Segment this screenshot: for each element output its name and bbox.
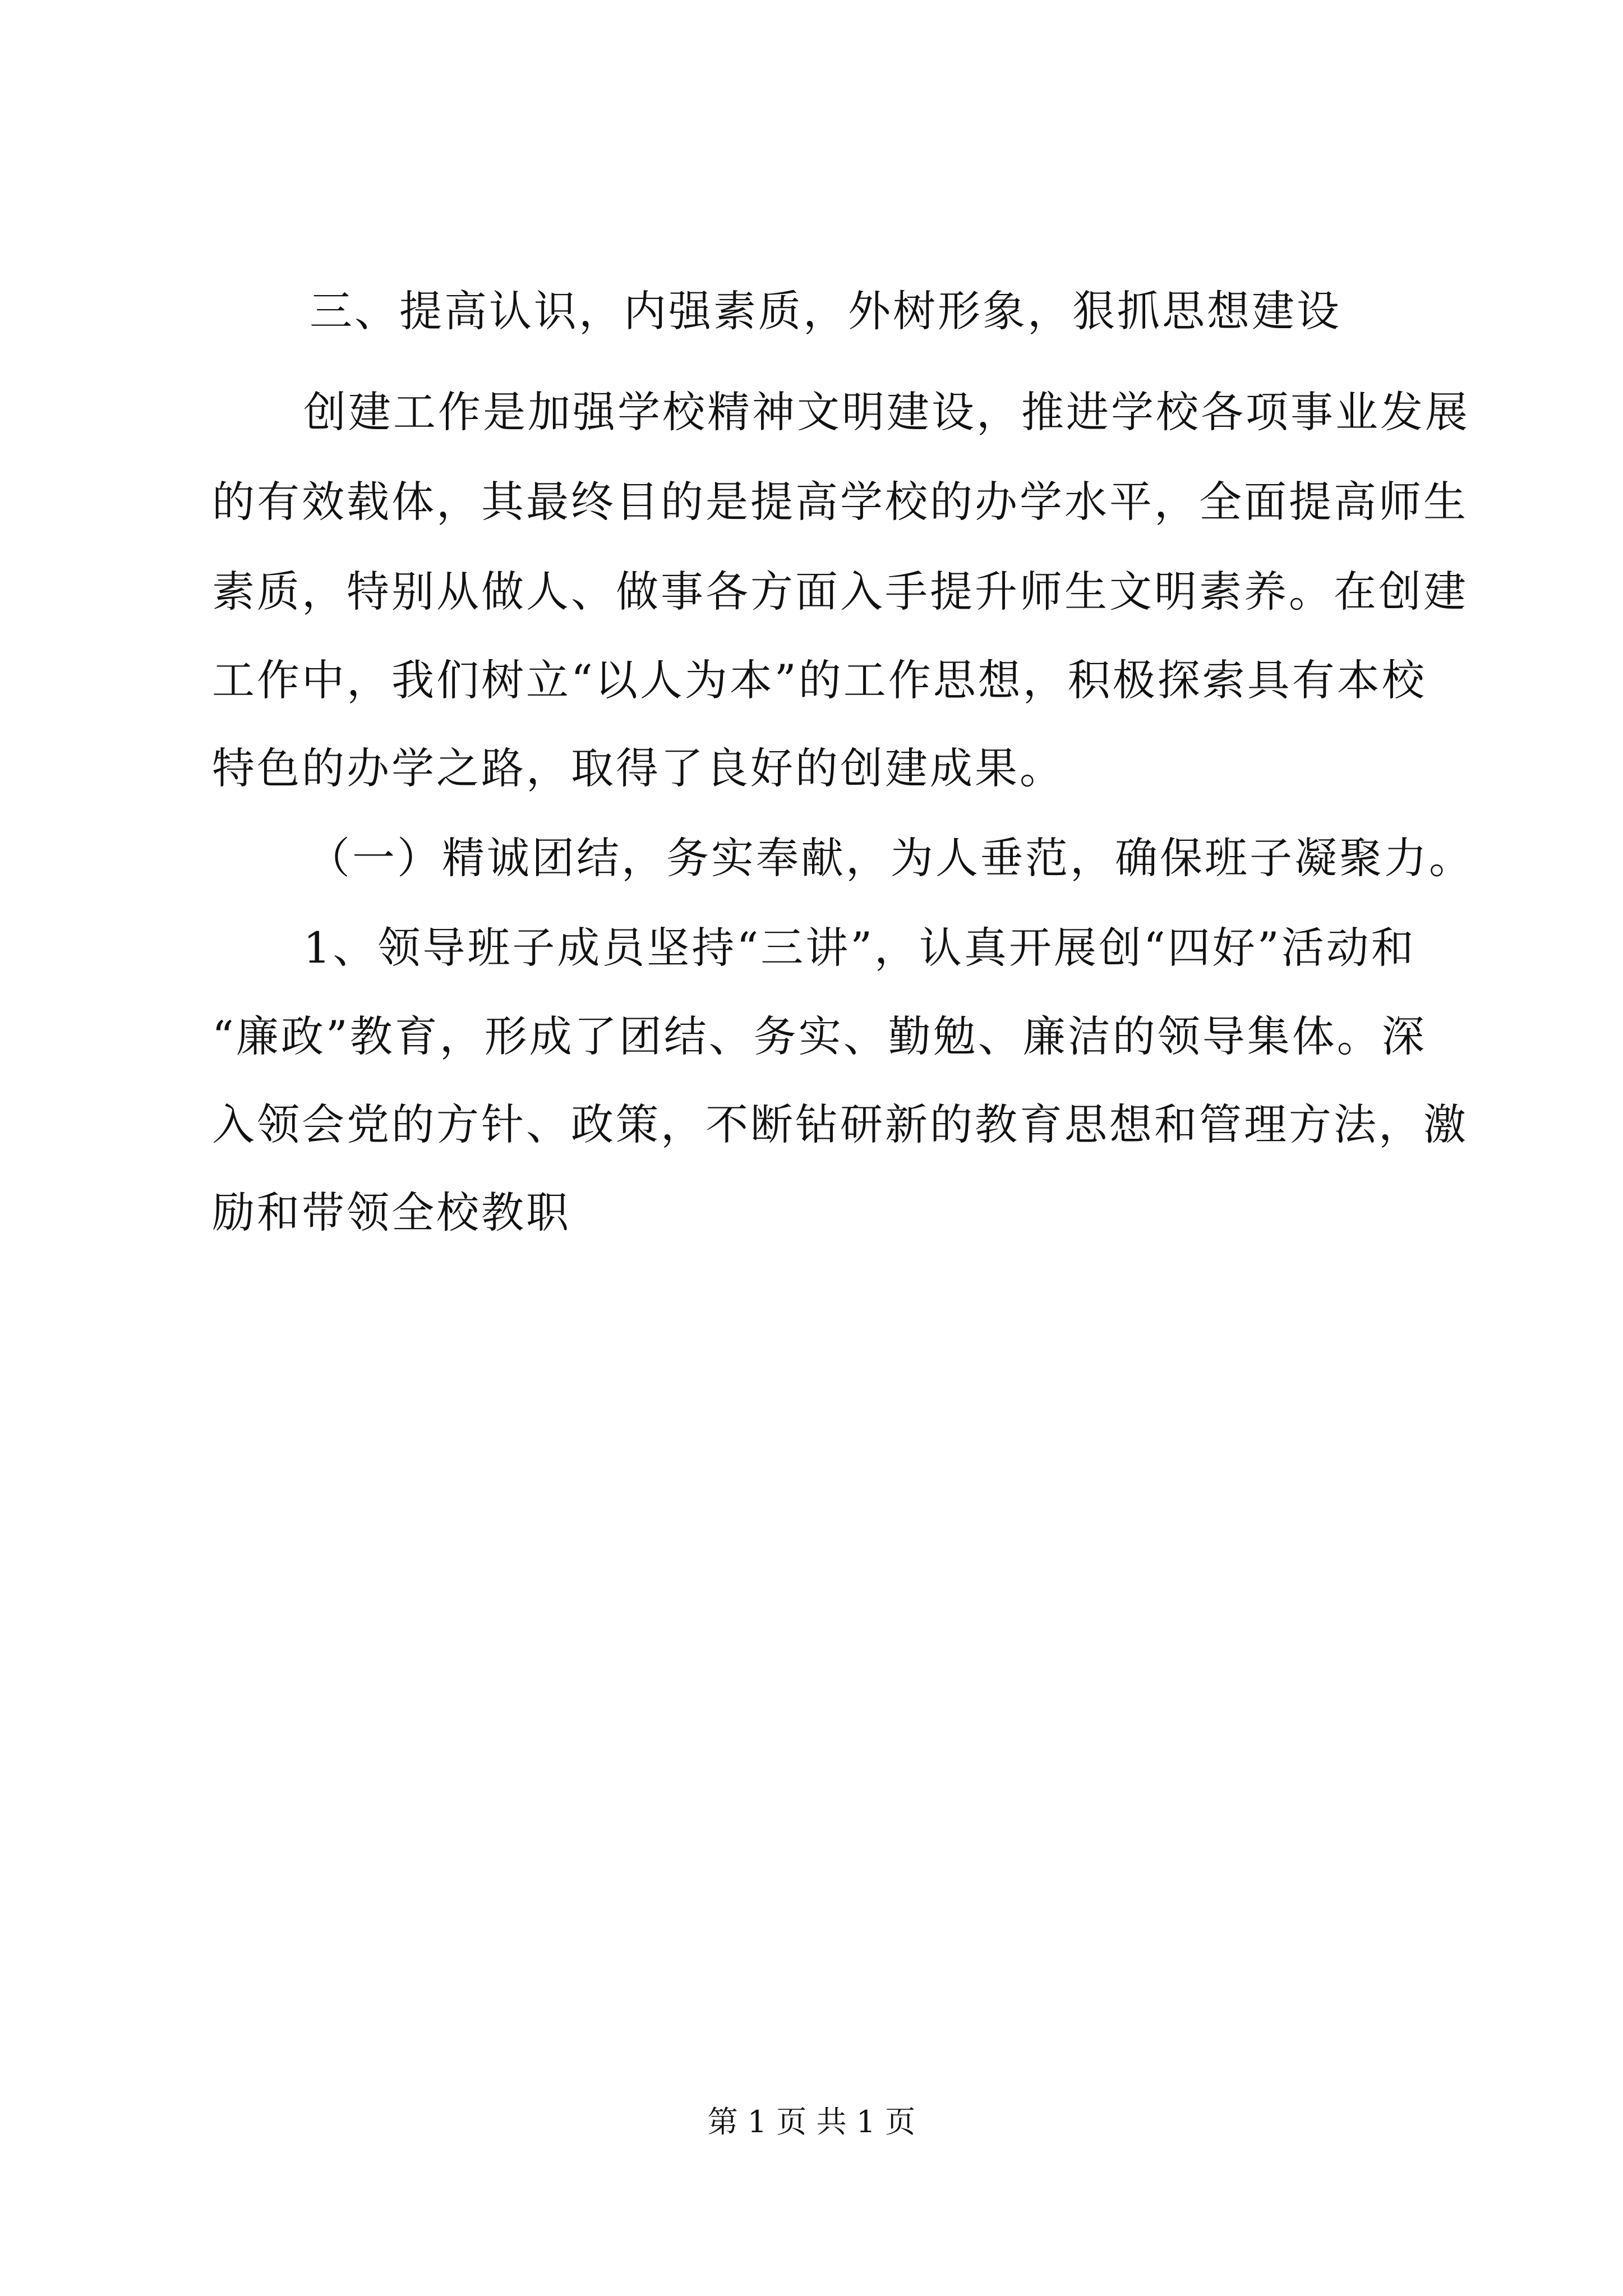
paragraph-line: 创建工作是加强学校精神文明建设，推进学校各项事业发展 (303, 387, 1470, 437)
paragraph-line: 素质，特别从做人、做事各方面入手提升师生文明素养。在创建 (212, 567, 1468, 616)
page-footer: 第 1 页 共 1 页 (707, 2104, 916, 2139)
paragraph-line: 的有效载体，其最终目的是提高学校的办学水平，全面提高师生 (212, 477, 1468, 527)
paragraph-line: 特色的办学之路，取得了良好的创建成果。 (212, 743, 1064, 793)
paragraph-line: “廉政”教育，形成了团结、务实、勤勉、廉洁的领导集体。深 (212, 1011, 1427, 1061)
paragraph-line: 1、领导班子成员坚持“三讲”，认真开展创“四好”活动和 (303, 923, 1416, 973)
section-heading: 三、提高认识，内强素质，外树形象，狠抓思想建设 (310, 286, 1341, 336)
paragraph-line: 励和带领全校教职 (212, 1188, 571, 1237)
paragraph-line: 工作中，我们树立“以人为本”的工作思想，积极探索具有本校 (212, 655, 1427, 705)
subsection-heading: （一）精诚团结，务实奉献，为人垂范，确保班子凝聚力。 (307, 833, 1474, 883)
paragraph-line: 入领会党的方针、政策，不断钻研新的教育思想和管理方法，激 (212, 1099, 1468, 1149)
